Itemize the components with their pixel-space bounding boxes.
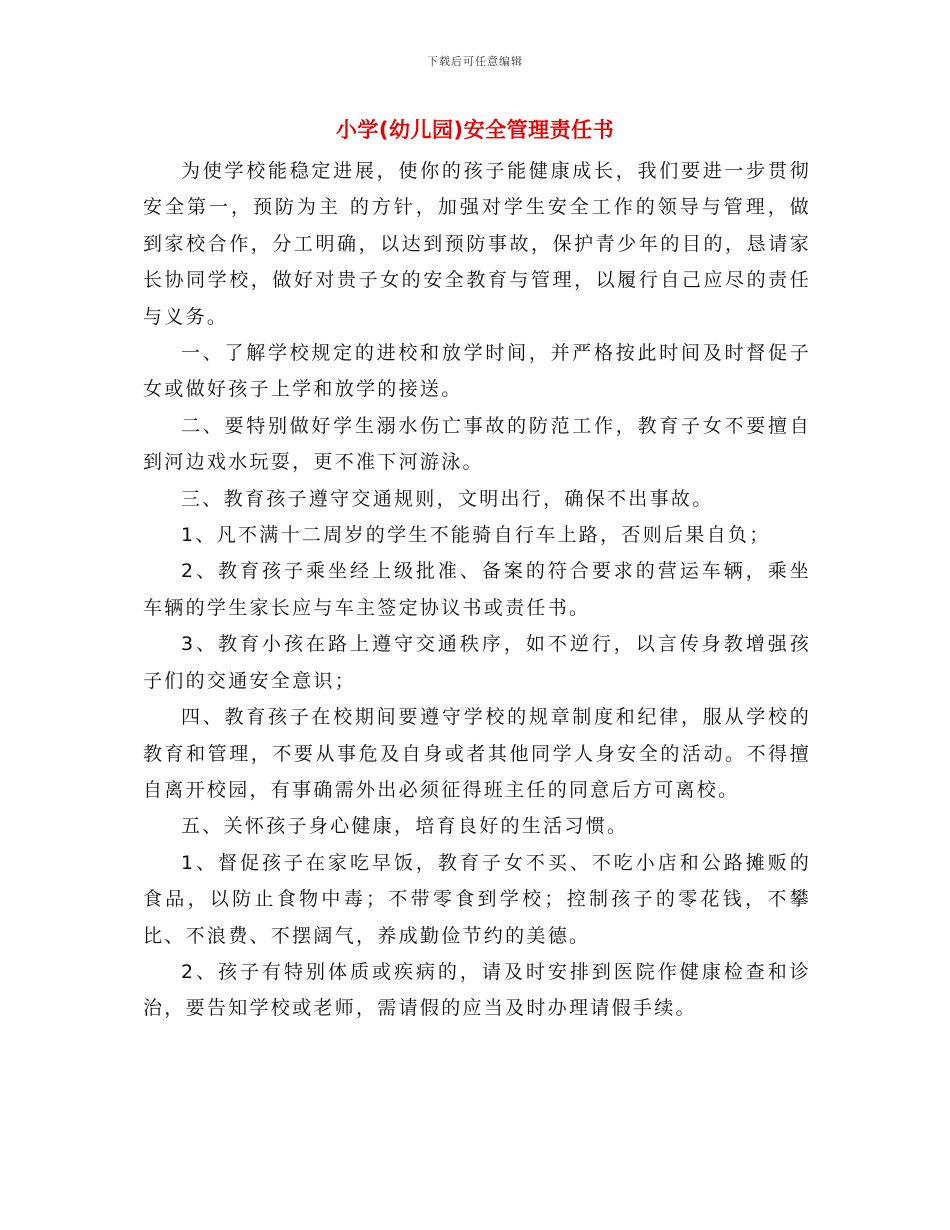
paragraph-section-5-item-1: 1、督促孩子在家吃早饭，教育子女不买、不吃小店和公路摊贩的食品，以防止食物中毒；不带零食到学校；控制孩子的零花钱，不攀比、不浪费、不摆阔气，养成勤俭节约的美德。 xyxy=(143,851,811,947)
paragraph-section-3-item-1: 1、凡不满十二周岁的学生不能骑自行车上路，否则后果自负； xyxy=(181,524,771,547)
paragraph-section-3-item-3: 3、教育小孩在路上遵守交通秩序，如不逆行，以言传身教增强孩子们的交通安全意识； xyxy=(143,633,811,692)
paragraph-section-3: 三、教育孩子遵守交通规则，文明出行，确保不出事故。 xyxy=(181,487,714,510)
paragraph-section-2: 二、要特别做好学生溺水伤亡事故的防范工作，教育子女不要擅自到河边戏水玩耍，更不准下河游泳。 xyxy=(143,414,811,474)
paragraph-section-1: 一、了解学校规定的进校和放学时间，并严格按此时间及时督促子女或做好孩子上学和放学的接送。 xyxy=(143,342,811,401)
paragraph-section-3-item-2: 2、教育孩子乘坐经上级批准、备案的符合要求的营运车辆，乘坐车辆的学生家长应与车主签定协议书或责任书。 xyxy=(143,560,811,619)
header-note: 下载后可任意编辑 xyxy=(427,55,523,68)
document-title: 小学(幼儿园)安全管理责任书 xyxy=(335,118,615,142)
paragraph-section-5-item-2: 2、孩子有特别体质或疾病的，请及时安排到医院作健康检查和诊治，要告知学校或老师，需请假的应当及时办理请假手续。 xyxy=(143,960,811,1020)
paragraph-section-5: 五、关怀孩子身心健康，培育良好的生活习惯。 xyxy=(181,815,629,838)
document-body xyxy=(143,153,811,1027)
paragraph-intro: 为使学校能稳定进展，使你的孩子能健康成长，我们要进一步贯彻 安全第一，预防为主 的方针，加强对学生安全工作的领导与管理，做到家校合作，分工明确，以达到预防事故，保护青少年的目的，恳请家长协同学校，做好对贵子女的安全教育与管理，以履行自己应尽的责任与义务。 xyxy=(143,160,811,328)
paragraph-section-4: 四、教育孩子在校期间要遵守学校的规章制度和纪律，服从学校的教育和管理，不要从事危及自身或者其他同学人身安全的活动。不得擅自离开校园，有事确需外出必须征得班主任的同意后方可离校。 xyxy=(143,706,811,801)
